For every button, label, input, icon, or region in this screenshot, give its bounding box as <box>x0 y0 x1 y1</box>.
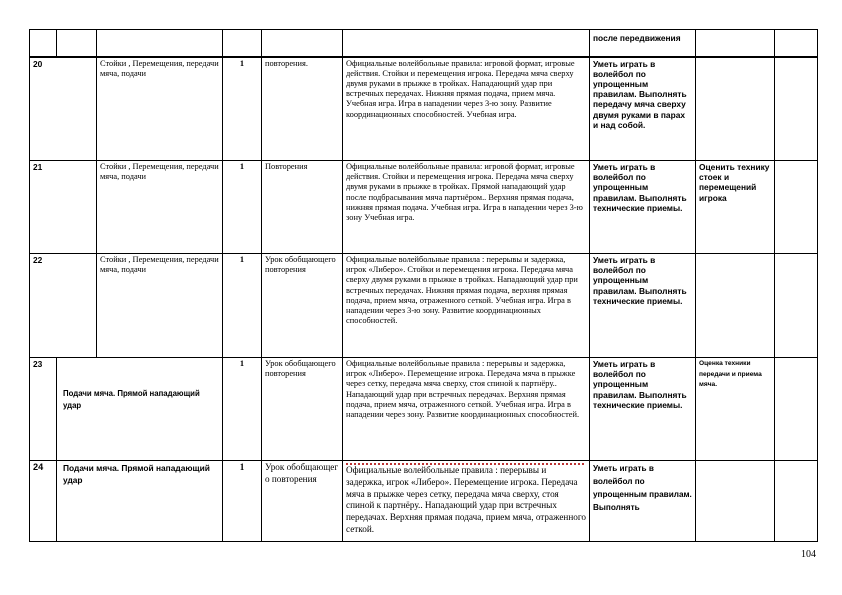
lesson-type: Урок обобщающего повторения <box>262 254 343 358</box>
lesson-type: повторения. <box>262 57 343 161</box>
lesson-content: Официальные волейбольные правила: игровой формат, игровые действия. Стойки и перемещения игрока. Передача мяча сверху двумя руками в прыжке в тройках. Прямой нападающий удар после подбрасывания мяча партнёром.. Верхняя прямая подача, нижняя прямая подача. Учебная игра. Игра в нападении через 3-ю зону Учебная игра. <box>343 161 590 254</box>
lesson-plan-table <box>29 29 818 542</box>
page-number: 104 <box>801 549 816 560</box>
lesson-number: 21 <box>30 161 97 254</box>
control-cell <box>696 461 775 542</box>
lesson-content: Официальные волейбольные правила: игровой формат, игровые действия. Стойки и перемещения игрока. Передача мяча сверху двумя руками в прыжке в тройках. Нападающий удар при встречных передачах. Нижняя прямая подача, прием мяча. Учебная игра. Игра в нападении через 3-ю зону. Развитие координационных способностей. Учебная игра. <box>343 57 590 161</box>
lesson-number: 22 <box>30 254 97 358</box>
table-row <box>30 161 818 254</box>
table-row-continuation <box>30 30 818 57</box>
lesson-topic: Стойки , Перемещения, передачи мяча, подачи <box>97 57 223 161</box>
result-cell: после передвижения <box>590 30 696 57</box>
table-row <box>30 254 818 358</box>
control-cell <box>696 254 775 358</box>
lesson-topic: Подачи мяча. Прямой нападающий удар <box>57 461 223 542</box>
lesson-hours: 1 <box>223 358 262 461</box>
table-row <box>30 57 818 161</box>
table-row <box>30 358 818 461</box>
lesson-type: Повторения <box>262 161 343 254</box>
lesson-content-text: Официальные волейбольные правила : перерывы и задержка, игрок «Либеро». Перемещение игрока. Передача мяча в прыжке через сетку, передача мяча сверху, стоя спиной к партнёру.. Нападающий удар при встречных передачах. Верхняя прямая подача, прием мяча, отраженного сеткой. <box>346 465 586 534</box>
control-cell: Оценка техники передачи и приема мяча. <box>696 358 775 461</box>
control-cell: Оценить технику стоек и перемещений игрока <box>696 161 775 254</box>
table-row <box>30 461 818 542</box>
lesson-number: 23 <box>30 358 57 461</box>
lesson-hours: 1 <box>223 461 262 542</box>
control-cell <box>696 57 775 161</box>
lesson-topic: Стойки , Перемещения, передачи мяча, подачи <box>97 161 223 254</box>
result-cell: Уметь играть в волейбол по упрощенным правилам. Выполнять <box>590 461 696 542</box>
result-cell: Уметь играть в волейбол по упрощенным правилам. Выполнять технические приемы. <box>590 161 696 254</box>
lesson-content: Официальные волейбольные правила : перерывы и задержка, игрок «Либеро». Перемещение игрока. Передача мяча в прыжке через сетку, передача мяча сверху, стоя спиной к партнёру.. Нападающий удар при встречных передачах. Верхняя прямая подача, прием мяча, отраженного сеткой. Учебная игра. Игра в нападении через зону. Развитие координационных способностей. <box>343 358 590 461</box>
lesson-number: 24 <box>30 461 57 542</box>
lesson-content: Официальные волейбольные правила : перерывы и задержка, игрок «Либеро». Стойки и перемещения игрока. Передача мяча сверху двумя руками в прыжке в тройках. Нападающий удар при встречных передачах. Нижняя прямая подача, верхняя прямая подача, прием мяча, отраженного сеткой. Учебная игра. Игра в нападении через 3-ю зону. Развитие координационных способностей. <box>343 254 590 358</box>
lesson-topic: Стойки , Перемещения, передачи мяча, подачи <box>97 254 223 358</box>
lesson-content <box>343 461 590 542</box>
result-cell: Уметь играть в волейбол по упрощенным правилам. Выполнять передачу мяча сверху двумя руками в парах и над собой. <box>590 57 696 161</box>
lesson-topic: Подачи мяча. Прямой нападающий удар <box>57 358 223 461</box>
lesson-type: Урок обобщающего повторения <box>262 358 343 461</box>
lesson-hours: 1 <box>223 254 262 358</box>
lesson-number: 20 <box>30 57 97 161</box>
lesson-type: Урок обобщающег о повторения <box>262 461 343 542</box>
result-cell: Уметь играть в волейбол по упрощенным правилам. Выполнять технические приемы. <box>590 254 696 358</box>
lesson-hours: 1 <box>223 57 262 161</box>
lesson-hours: 1 <box>223 161 262 254</box>
result-cell: Уметь играть в волейбол по упрощенным правилам. Выполнять технические приемы. <box>590 358 696 461</box>
